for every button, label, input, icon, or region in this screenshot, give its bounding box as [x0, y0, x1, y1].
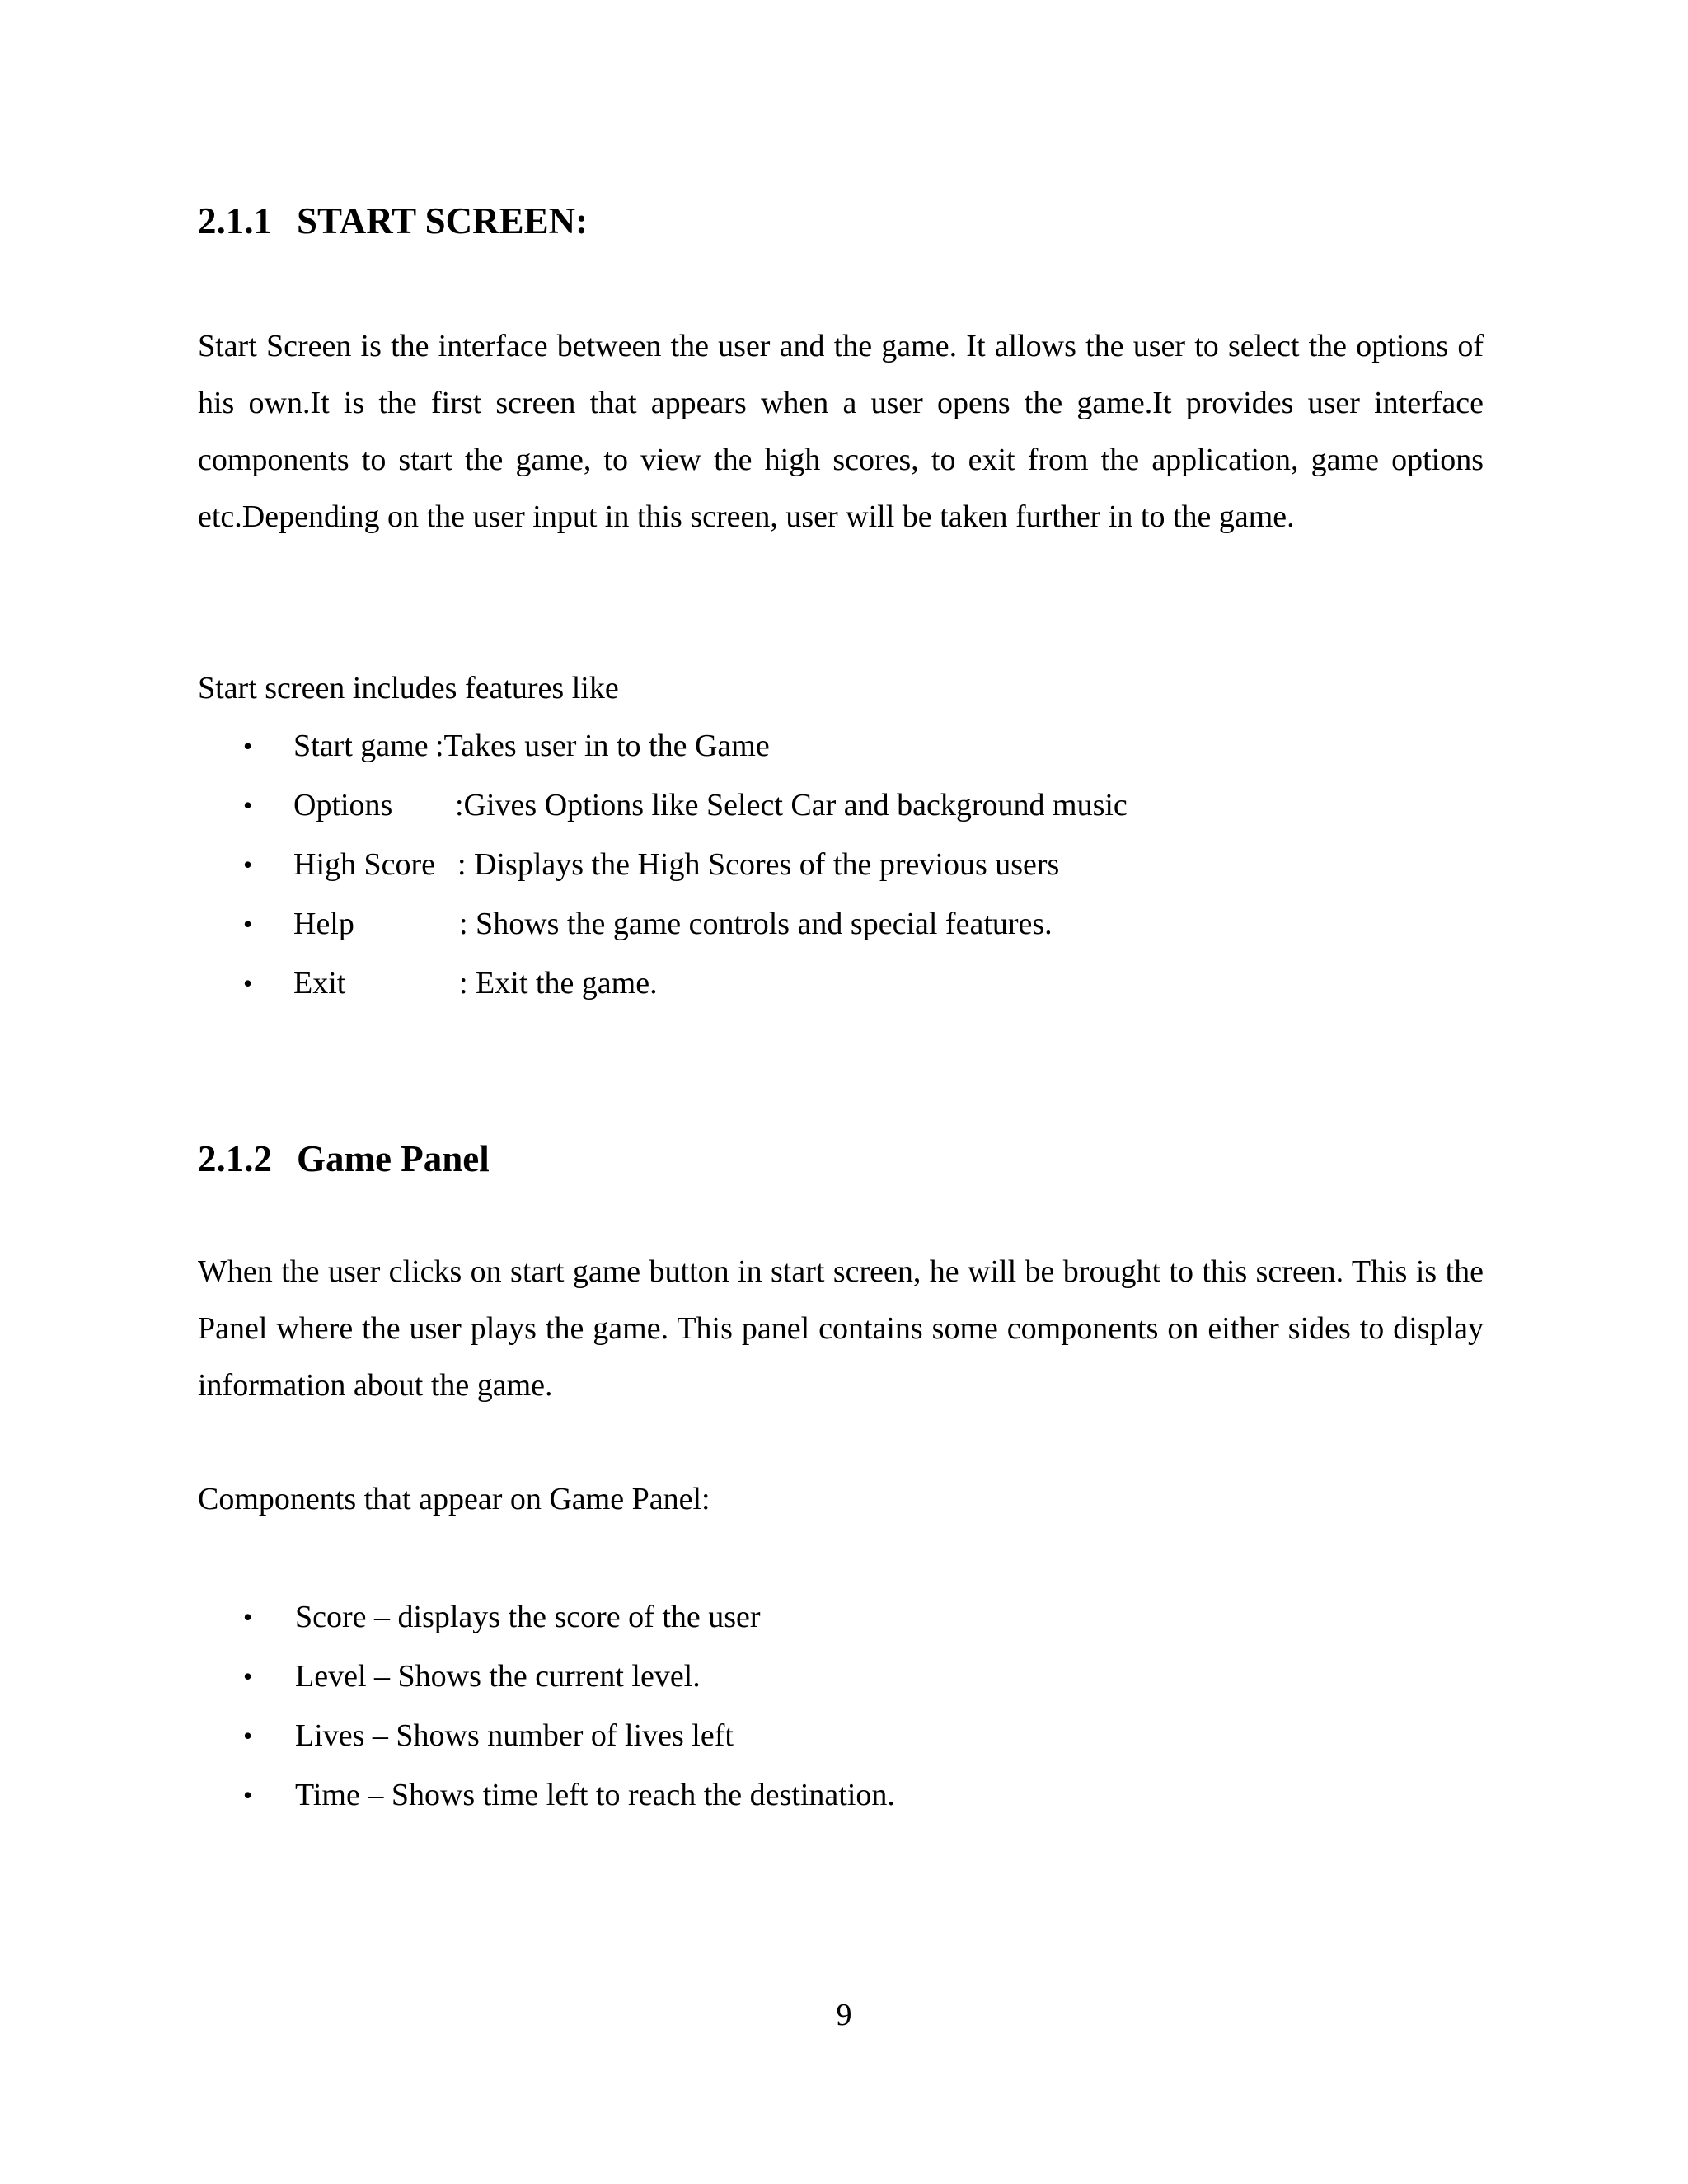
component-text: Time – Shows time left to reach the destination.: [295, 1778, 895, 1812]
bullet-icon: •: [243, 1721, 253, 1750]
components-intro: Components that appear on Game Panel:: [198, 1482, 710, 1516]
game-panel-paragraph: When the user clicks on start game button in start screen, he will be brought to this screen. This is the Panel where the user plays the game. This panel contains some components on either sides to display information about the game.: [198, 1254, 1484, 1403]
feature-label: Options: [293, 788, 393, 823]
section-number: 2.1.1: [198, 200, 272, 241]
features-intro: Start screen includes features like: [198, 671, 619, 705]
feature-desc: : Exit the game.: [459, 966, 658, 1001]
feature-label: Exit: [293, 966, 346, 1001]
bullet-icon: •: [243, 1602, 253, 1632]
bullet-icon: •: [243, 1661, 253, 1691]
bullet-icon: •: [243, 850, 253, 879]
section-title: START SCREEN:: [297, 200, 588, 241]
feature-desc: : Shows the game controls and special features.: [459, 907, 1053, 941]
page-number: 9: [836, 1998, 852, 2032]
feature-label: Start game: [293, 729, 429, 763]
component-text: Lives – Shows number of lives left: [295, 1718, 734, 1753]
bullet-icon: •: [243, 790, 253, 820]
bullet-icon: •: [243, 909, 253, 939]
feature-label: High Score: [293, 847, 436, 882]
bullet-icon: •: [243, 968, 253, 998]
bullet-icon: •: [243, 1780, 253, 1810]
section-heading-game-panel: [198, 1138, 490, 1179]
start-screen-paragraph: Start Screen is the interface between the user and the game. It allows the user to select the options of his own.It is the first screen that appears when a user opens the game.It provides user interface components to start the game, to view the high scores, to exit from the application, game options etc.Depending on the user input in this screen, user will be taken further in to the game.: [198, 329, 1484, 534]
feature-label: Help: [293, 907, 354, 941]
feature-desc: : Displays the High Scores of the previous users: [457, 847, 1060, 882]
feature-desc: :Gives Options like Select Car and background music: [455, 788, 1128, 823]
section-title: Game Panel: [297, 1138, 490, 1179]
component-text: Level – Shows the current level.: [295, 1659, 701, 1694]
section-heading-start-screen: [198, 200, 588, 241]
bullet-icon: •: [243, 731, 253, 761]
feature-desc: :Takes user in to the Game: [435, 729, 770, 763]
component-text: Score – displays the score of the user: [295, 1600, 761, 1634]
section-number: 2.1.2: [198, 1138, 272, 1179]
